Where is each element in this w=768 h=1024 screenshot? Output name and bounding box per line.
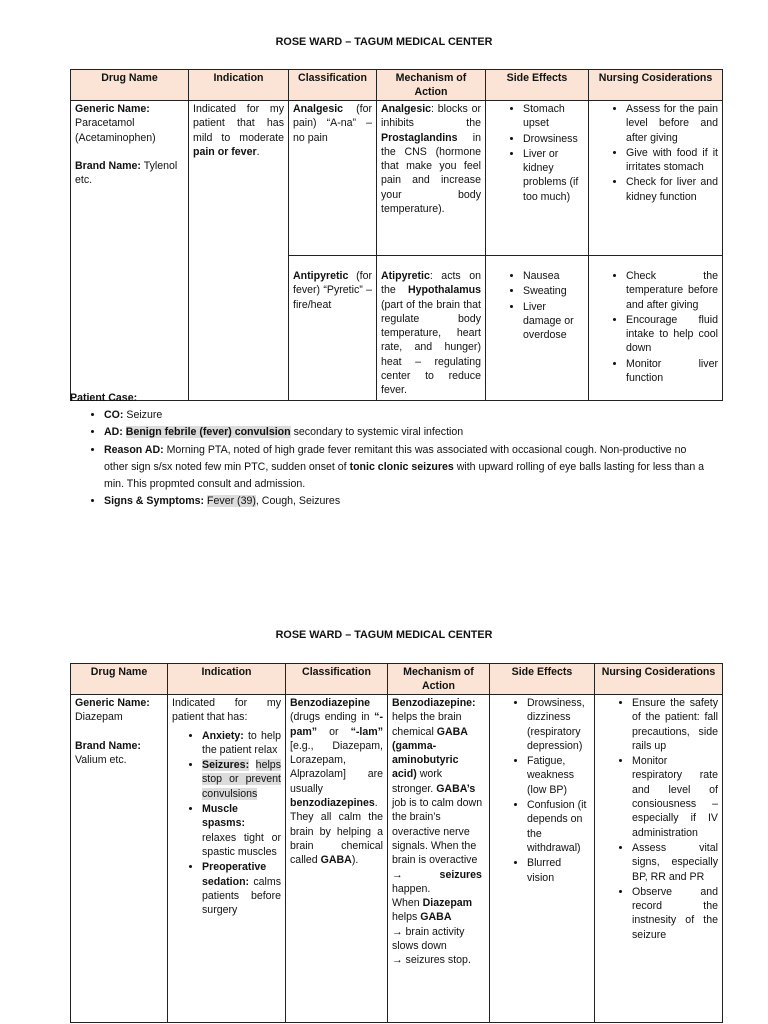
list-item [104, 493, 710, 510]
patient-case [70, 390, 710, 510]
mechanism-text: happen. [392, 882, 431, 895]
mechanism-bold: GABA (gamma-aminobutyric acid) [392, 725, 468, 781]
list-item: • Monitor liver function [626, 357, 718, 386]
reason-text: Morning PTA, noted of high grade fever remitant this was associated with occasional cough. Non-productive no other sign s/sx noted few min PTC, sudden onset of [104, 443, 687, 473]
list-item: • Confusion (it depends on the withdrawal) [527, 798, 590, 855]
table-row [71, 101, 723, 256]
nursing-cell [589, 101, 723, 256]
header-side-effects: Side Effects [490, 664, 595, 695]
signs-symptoms-highlight: Fever (39) [207, 495, 256, 508]
header-mechanism: Mechanism of Action [388, 664, 490, 695]
mechanism-text: (part of the brain that regulate body temperature, heart rate, and hunger) heat – regulating center to reduce fever. [381, 298, 481, 397]
mechanism-text: helps the brain chemical [392, 711, 462, 738]
mechanism-bold: Diazepam [422, 897, 473, 910]
classification-text: [e.g., Diazepam, Lorazepam, Alprazolam] are usually [290, 739, 383, 795]
list-item: • Assess for the pain level before and after giving [626, 102, 718, 145]
mechanism-text: in the CNS (hormone that make you feel pain and increase your body temperature). [381, 131, 481, 216]
mechanism-bold: GABA’s [436, 782, 476, 795]
co-value: Seizure [126, 409, 163, 422]
mechanism-bold: Benzodiazepine: [392, 697, 476, 709]
mechanism-bold: Hypothalamus [408, 284, 481, 297]
nursing-cell [589, 256, 723, 401]
header-nursing: Nursing Cosiderations [589, 70, 723, 101]
drug-table-diazepam [70, 663, 723, 1023]
table-row [71, 695, 723, 1023]
drug-name-cell [71, 101, 189, 401]
indication-label: Seizures: [202, 759, 250, 772]
ad-label: AD: [104, 426, 123, 439]
indication-cell [168, 695, 286, 1023]
mechanism-text: helps [392, 911, 418, 924]
ad-highlight: Benign febrile (fever) convulsion [125, 426, 291, 439]
brand-name-value: Valium etc. [75, 753, 127, 766]
indication-label: Muscle spasms: [202, 803, 245, 830]
generic-name-label: Generic Name: [75, 103, 150, 115]
classification-bold: Analgesic [293, 103, 344, 115]
list-item: • Blurred vision [527, 856, 590, 885]
mechanism-bold: Analgesic [381, 103, 432, 115]
classification-bold: Benzodiazepine [290, 697, 371, 709]
list-item: • Fatigue, weakness (low BP) [527, 754, 590, 797]
header-mechanism: Mechanism of Action [377, 70, 486, 101]
header-drug-name: Drug Name [71, 70, 189, 101]
header-indication: Indication [168, 664, 286, 695]
header-indication: Indication [189, 70, 289, 101]
classification-bold: “-pam” [290, 711, 383, 738]
drug-table-paracetamol [70, 69, 723, 401]
classification-cell [289, 256, 377, 401]
patient-case-title: Patient Case: [70, 392, 138, 404]
list-item: • Observe and record the instnesity of the seizure [632, 885, 718, 942]
co-label: CO: [104, 409, 124, 422]
reason-bold: tonic clonic seizures [349, 460, 454, 473]
list-item: • Nausea [523, 269, 584, 283]
ad-rest: secondary to systemic viral infection [293, 426, 464, 439]
brand-name-label: Brand Name: [75, 159, 141, 172]
list-item [104, 442, 710, 494]
reason-text: with upward rolling of eye balls lasting for less than a min. This propmted consult and admission. [104, 460, 705, 491]
indication-text: relaxes tight or spastic muscles [202, 831, 281, 858]
mechanism-bold: Prostaglandins [381, 131, 458, 144]
generic-name-value: Paracetamol (Acetaminophen) [75, 117, 156, 144]
classification-bold: GABA [320, 854, 352, 867]
mechanism-text: When [392, 897, 420, 910]
mechanism-text: work stronger. [392, 768, 443, 795]
signs-symptoms-label: Signs & Symptoms: [104, 495, 205, 508]
side-effects-cell [490, 695, 595, 1023]
header-drug-name: Drug Name [71, 664, 168, 695]
page-title: ROSE WARD – TAGUM MEDICAL CENTER [275, 629, 493, 641]
list-item [104, 407, 710, 424]
mechanism-text: : blocks or inhibits the [381, 103, 481, 130]
mechanism-cell [377, 101, 486, 256]
list-item: • Drowsiness [523, 132, 584, 146]
indication-intro: Indicated for my patient that has: [172, 697, 281, 724]
reason-label: Reason AD: [104, 443, 164, 456]
mechanism-text: → brain activity slows down [392, 925, 465, 953]
header-classification: Classification [289, 70, 377, 101]
side-effects-cell [486, 101, 589, 256]
brand-name-label: Brand Name: [75, 739, 141, 752]
classification-cell [289, 101, 377, 256]
indication-text: Indicated for my patient that has mild to moderate [193, 103, 284, 144]
list-item [202, 802, 281, 859]
drug-name-cell [71, 695, 168, 1023]
classification-bold: benzodiazepines [290, 797, 375, 810]
nursing-cell [595, 695, 723, 1023]
classification-text: . They all calm the brain by helping a brain chemical called [290, 797, 383, 867]
list-item [202, 729, 281, 758]
list-item: • Check for liver and kidney function [626, 175, 718, 204]
header-classification: Classification [286, 664, 388, 695]
mechanism-text: → seizures stop. [392, 954, 471, 967]
list-item: • Check the temperature before and after giving [626, 269, 718, 312]
generic-name-value: Diazepam [75, 711, 123, 724]
mechanism-cell [377, 256, 486, 401]
mechanism-text: job is to calm down the brain’s overactive nerve signals. When the brain is overactive [392, 797, 483, 867]
page-title: ROSE WARD – TAGUM MEDICAL CENTER [275, 36, 493, 48]
classification-bold: Antipyretic [293, 270, 349, 282]
arrow-icon: → [392, 868, 403, 881]
classification-text: ). [351, 854, 359, 867]
list-item: • Stomach upset [523, 102, 584, 131]
list-item: • Liver damage or overdose [523, 300, 584, 343]
list-item: • Drowsiness, dizziness (respiratory depression) [527, 696, 590, 753]
table-header-row [71, 70, 723, 101]
indication-text: calms patients before surgery [202, 875, 281, 917]
list-item [202, 860, 281, 917]
classification-text: or [329, 725, 339, 738]
mechanism-cell [388, 695, 490, 1023]
indication-text: helps stop or prevent convulsions [202, 759, 281, 800]
table-header-row [71, 664, 723, 695]
list-item: • Give with food if it irritates stomach [626, 146, 718, 175]
mechanism-bold: seizures [439, 868, 482, 881]
indication-label: Preoperative sedation: [202, 861, 267, 888]
mechanism-bold: GABA [420, 911, 452, 924]
indication-end: . [256, 145, 260, 158]
list-item: • Sweating [523, 284, 584, 298]
mechanism-text: : acts on the [381, 270, 481, 297]
indication-text: to help the patient relax [202, 729, 281, 756]
indication-label: Anxiety: [202, 729, 244, 742]
list-item [104, 424, 710, 441]
header-nursing: Nursing Cosiderations [595, 664, 723, 695]
list-item [202, 758, 281, 801]
list-item: • Monitor respiratory rate and level of consiousness – especially if IV administration [632, 754, 718, 840]
generic-name-label: Generic Name: [75, 697, 150, 709]
indication-bold: pain or fever [193, 145, 257, 158]
classification-cell [286, 695, 388, 1023]
classification-bold: “-lam” [350, 725, 383, 738]
classification-text: (drugs ending in [290, 711, 370, 724]
list-item: • Liver or kidney problems (if too much) [523, 147, 584, 204]
list-item: • Assess vital signs, especially BP, RR and PR [632, 841, 718, 884]
classification-text: (for fever) “Pyretic” – fire/heat [293, 270, 372, 311]
header-side-effects: Side Effects [486, 70, 589, 101]
list-item: • Ensure the safety of the patient: fall precautions, side rails up [632, 696, 718, 753]
brand-name-value: Tylenol etc. [75, 159, 178, 187]
signs-symptoms-rest: , Cough, Seizures [255, 495, 341, 508]
classification-text: (for pain) “A-na” – no pain [293, 103, 372, 144]
list-item: • Encourage fluid intake to help cool down [626, 313, 718, 356]
indication-cell [189, 101, 289, 401]
mechanism-bold: Atipyretic [381, 270, 430, 282]
side-effects-cell [486, 256, 589, 401]
